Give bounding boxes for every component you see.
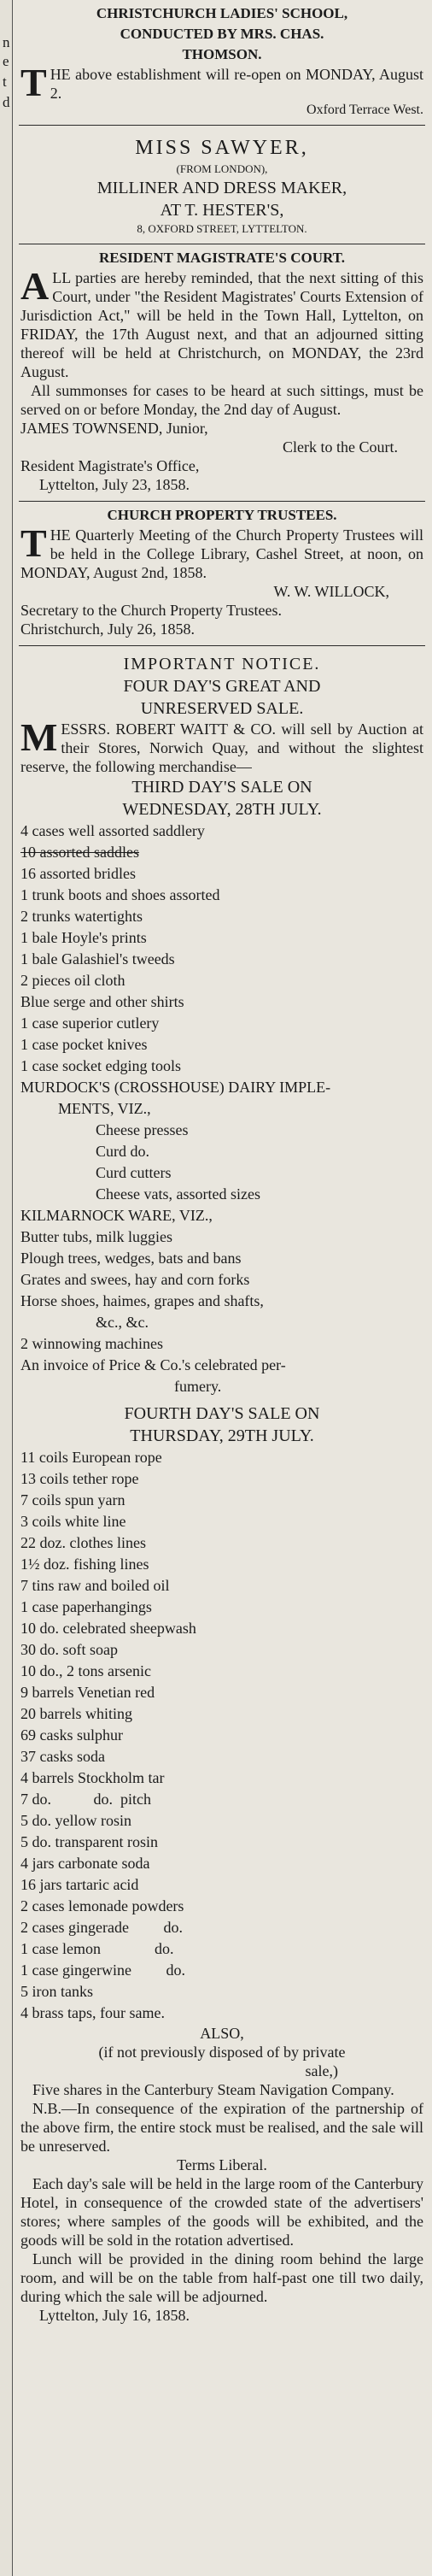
list-item: Plough trees, wedges, bats and bans: [20, 1250, 242, 1267]
ad-body: HE above establishment will re-open on MONDAY, August 2.: [50, 66, 423, 102]
list-item: 1 case socket edging tools: [20, 1057, 181, 1074]
ad-title: IMPORTANT NOTICE.: [123, 655, 321, 673]
ad-headline: FOUR DAY'S GREAT AND: [123, 677, 321, 696]
drop-cap: T: [20, 521, 47, 565]
list-item: 1 case lemon do.: [20, 1940, 174, 1957]
list-item: Cheese presses: [96, 1121, 189, 1138]
list-item: 7 tins raw and boiled oil: [20, 1577, 170, 1594]
ad-date: Lyttelton, July 23, 1858.: [39, 476, 190, 493]
sale-items-list: [20, 1447, 423, 2024]
list-item: 2 winnowing machines: [20, 1335, 163, 1352]
list-item: 16 assorted bridles: [20, 865, 136, 882]
list-item: 11 coils European rope: [20, 1449, 162, 1466]
drop-cap: T: [20, 61, 47, 104]
list-item: 10 do. celebrated sheepwash: [20, 1620, 196, 1637]
list-item: 2 trunks watertights: [20, 908, 143, 925]
ad-title: CHURCH PROPERTY TRUSTEES.: [107, 507, 337, 523]
edge-letter: n: [3, 34, 10, 50]
list-heading: KILMARNOCK WARE, VIZ.,: [20, 1207, 213, 1224]
edge-letter: e: [3, 53, 9, 69]
nb-text: N.B.—In consequence of the expiration of the partnership of the above firm, the entire stock must be realised, and the sale will be unreserved.: [20, 2100, 423, 2155]
ad-name: MISS SAWYER,: [135, 137, 309, 159]
ad-signer: JAMES TOWNSEND, Junior,: [20, 420, 208, 437]
ad-trade: MILLINER AND DRESS MAKER,: [96, 179, 347, 197]
church-trustees-ad: [15, 502, 429, 645]
auction-sale-ad: [15, 646, 429, 2332]
terms-heading: Terms Liberal.: [177, 2156, 267, 2173]
ladies-school-ad: [15, 0, 429, 125]
list-item: 10 do., 2 tons arsenic: [20, 1662, 151, 1679]
sale-items-list: [20, 1120, 423, 1205]
list-item: 4 jars carbonate soda: [20, 1855, 150, 1872]
magistrate-court-ad: [15, 244, 429, 501]
list-item: An invoice of Price & Co.'s celebrated per-: [20, 1356, 286, 1373]
list-item: 30 do. soft soap: [20, 1641, 118, 1658]
edge-letter: d: [3, 94, 10, 110]
ad-signer: W. W. WILLOCK,: [273, 583, 389, 600]
list-item: 7 coils spun yarn: [20, 1491, 126, 1509]
sale-items-list: [20, 820, 423, 1098]
milliner-ad: [15, 126, 429, 244]
sale-day-heading: THIRD DAY'S SALE ON: [131, 778, 312, 797]
list-item: 1 case gingerwine do.: [20, 1961, 185, 1979]
list-item: Butter tubs, milk luggies: [20, 1228, 172, 1245]
list-item: 16 jars tartaric acid: [20, 1876, 139, 1893]
list-item: 5 iron tanks: [20, 1983, 93, 2000]
list-item: 1½ doz. fishing lines: [20, 1556, 149, 1573]
list-item: 1 case pocket knives: [20, 1036, 148, 1053]
sale-items-list: [20, 1226, 423, 1312]
edge-letter: t: [3, 74, 7, 90]
list-item: 5 do. transparent rosin: [20, 1833, 158, 1850]
list-item: 1 case superior cutlery: [20, 1015, 160, 1032]
list-item: 4 brass taps, four same.: [20, 2004, 165, 2021]
sale-day-date: WEDNESDAY, 28TH JULY.: [122, 800, 322, 819]
ad-from: (FROM LONDON),: [176, 162, 268, 175]
list-item: 7 do. do. pitch: [20, 1791, 151, 1808]
lunch-text: Lunch will be provided in the dining room behind the large room, and will be on the table from half-past one till two daily, during which the sale will be adjourned.: [20, 2250, 423, 2305]
list-item: 1 bale Galashiel's tweeds: [20, 950, 175, 967]
also-heading: ALSO,: [200, 2025, 244, 2042]
shares-text: Five shares in the Canterbury Steam Navigation Company.: [32, 2081, 394, 2098]
list-item: 1 trunk boots and shoes assorted: [20, 886, 220, 903]
ad-subtitle: CONDUCTED BY MRS. CHAS.: [120, 26, 324, 42]
ad-role: Clerk to the Court.: [283, 438, 398, 456]
ad-body: LL parties are hereby reminded, that the next sitting of this Court, under "the Resident Magistrates' Courts Extension of Jurisdiction Act," will be held in the Town Hall, Lyttelton, on FRIDAY, the 17th August next, and that an adjourned sitting thereof will be held at Christchurch, on MONDAY, the 23rd August.: [20, 269, 423, 380]
list-item: 10 assorted saddles: [20, 844, 139, 861]
list-item: 3 coils white line: [20, 1513, 126, 1530]
list-item: 2 pieces oil cloth: [20, 972, 126, 989]
ad-intro: ESSRS. ROBERT WAITT & CO. will sell by Auction at their Stores, Norwich Quay, and without the slightest reserve, the following merchandise—: [20, 720, 423, 775]
ad-office: Resident Magistrate's Office,: [20, 457, 200, 474]
drop-cap: A: [20, 264, 50, 308]
list-item: 69 casks sulphur: [20, 1726, 123, 1744]
list-item: 5 do. yellow rosin: [20, 1812, 131, 1829]
drop-cap: M: [20, 715, 58, 759]
ad-date: Christchurch, July 26, 1858.: [20, 620, 195, 638]
ad-address: Oxford Terrace West.: [306, 103, 423, 117]
list-item: Grates and swees, hay and corn forks: [20, 1271, 250, 1288]
list-item: Curd do.: [96, 1143, 149, 1160]
list-item: MENTS, VIZ.,: [58, 1100, 151, 1117]
newspaper-column: [15, 0, 429, 2332]
list-item: 1 bale Hoyle's prints: [20, 929, 147, 946]
ad-body: HE Quarterly Meeting of the Church Property Trustees will be held in the College Library, Cashel Street, at noon, on MONDAY, August 2nd, 1858.: [20, 526, 423, 581]
list-item: &c., &c.: [96, 1314, 149, 1331]
ad-title: CHRISTCHURCH LADIES' SCHOOL,: [96, 5, 348, 21]
list-item: 1 case paperhangings: [20, 1598, 152, 1615]
ad-headline: UNRESERVED SALE.: [140, 699, 304, 718]
list-item: Cheese vats, assorted sizes: [96, 1185, 260, 1203]
ad-role: Secretary to the Church Property Trustees.: [20, 602, 282, 619]
list-item: Blue serge and other shirts: [20, 993, 184, 1010]
sale-day-heading: FOURTH DAY'S SALE ON: [124, 1404, 320, 1423]
ad-address: 8, OXFORD STREET, LYTTELTON.: [137, 222, 307, 235]
list-item: 20 barrels whiting: [20, 1705, 132, 1722]
list-item: 37 casks soda: [20, 1748, 105, 1765]
list-item: 2 cases gingerade do.: [20, 1919, 183, 1936]
list-item: 22 doz. clothes lines: [20, 1534, 146, 1551]
ad-date: Lyttelton, July 16, 1858.: [39, 2307, 190, 2324]
list-item: 4 barrels Stockholm tar: [20, 1769, 165, 1786]
also-note: sale,): [305, 2062, 338, 2079]
sale-location-text: Each day's sale will be held in the large room of the Canterbury Hotel, in consequence of the crowded state of the advertisers' stores; where samples of the goods will be exhibited, and the goods will be sold in the rotation advertised.: [20, 2175, 423, 2249]
also-note: (if not previously disposed of by private: [98, 2044, 346, 2061]
list-item: 4 cases well assorted saddlery: [20, 822, 205, 839]
list-item: Horse shoes, haimes, grapes and shafts,: [20, 1292, 264, 1309]
sale-day-date: THURSDAY, 29TH JULY.: [130, 1426, 314, 1445]
list-item: fumery.: [174, 1378, 222, 1395]
ad-at: AT T. HESTER'S,: [160, 201, 284, 220]
list-item: 9 barrels Venetian red: [20, 1684, 155, 1701]
list-item: Curd cutters: [96, 1164, 172, 1181]
adjacent-column-fragment: [0, 0, 13, 2576]
ad-body-2: All summonses for cases to be heard at such sittings, must be served on or before Monday, the 2nd day of August.: [20, 382, 423, 418]
list-item: 2 cases lemonade powders: [20, 1897, 184, 1914]
list-item: 13 coils tether rope: [20, 1470, 139, 1487]
ad-title: RESIDENT MAGISTRATE'S COURT.: [99, 250, 345, 266]
list-item: MURDOCK'S (CROSSHOUSE) DAIRY IMPLE-: [20, 1079, 331, 1096]
ad-name: THOMSON.: [182, 46, 262, 62]
